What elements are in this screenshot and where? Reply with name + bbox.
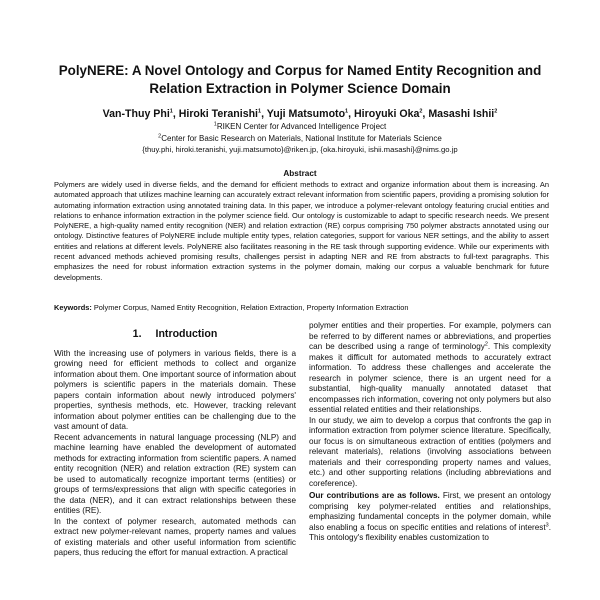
keywords-line bbox=[54, 303, 549, 313]
paper-title bbox=[40, 62, 560, 98]
section-heading-introduction bbox=[54, 329, 296, 340]
author-name: Yuji Matsumoto bbox=[266, 108, 346, 120]
author-list: Van-Thuy Phi$^1$, Hiroki Teranishi$^1$, Yuji Matsumoto$^1$, Hiroyuki Oka$^2$, Masashi Ishii$^2$ bbox=[102, 108, 498, 120]
affiliation-mark: 1 bbox=[213, 121, 217, 128]
author-affiliation-mark: 1 bbox=[345, 108, 349, 115]
body-paragraph: With the increasing use of polymers in various fields, there is a growing need for efficient methods to collect and organize information about them. One important source of information about polymers is scientific papers in the materials domain. These papers contain information about newly introduced polymers' properties, synthesis methods, etc. However, tracking relevant information about polymer entities can be challenging due to the vast amount of data. bbox=[54, 348, 296, 431]
abstract-heading: Abstract bbox=[283, 169, 317, 178]
affiliation-text: RIKEN Center for Advanced Intelligence Project bbox=[216, 122, 387, 131]
contributions-lead: Our contributions are as follows. bbox=[309, 491, 440, 500]
author-affiliation-mark: 2 bbox=[494, 108, 498, 115]
footnote-mark: 3 bbox=[545, 521, 549, 528]
author-name: Masashi Ishii bbox=[428, 108, 495, 120]
author-name: Van-Thuy Phi bbox=[102, 108, 170, 120]
paragraph-text: polymer entities and their properties. For example, polymers can be referred to by different names or abbreviations, and properties can be described using a range of terminology bbox=[309, 321, 551, 351]
section-title: Introduction bbox=[155, 328, 218, 340]
right-column bbox=[309, 321, 551, 544]
author-name: Hiroyuki Oka bbox=[354, 108, 420, 120]
affiliation-1 bbox=[30, 122, 570, 133]
left-column bbox=[54, 329, 296, 559]
author-name: Hiroki Teranishi bbox=[178, 108, 258, 120]
section-number: 1. bbox=[132, 328, 142, 340]
paragraph-text: . This ontology's flexibility enables customization to bbox=[309, 522, 551, 542]
body-paragraph bbox=[309, 321, 551, 416]
author-affiliation-mark: 2 bbox=[419, 108, 423, 115]
author-affiliation-mark: 1 bbox=[258, 108, 262, 115]
author-affiliation-mark: 1 bbox=[169, 108, 173, 115]
footnote-mark: 2 bbox=[484, 341, 488, 348]
body-paragraph: In the context of polymer research, automated methods can extract new polymer-relevant names, property names and values of existing materials and other useful information from scientific papers, thus reducing the effort for manual extraction. A practical bbox=[54, 516, 296, 557]
affiliation-mark: 2 bbox=[158, 133, 162, 140]
body-paragraph: In our study, we aim to develop a corpus that confronts the gap in information extraction from polymer science literature. Specifically, our focus is on simultaneous extraction of entities (polymers and relevant materials), relations (involving associations between materials and their corresponding property names and values, etc.) and other supporting relations (including abbreviations and coreference). bbox=[309, 415, 551, 488]
affiliation-text: Center for Basic Research on Materials, National Institute for Materials Science bbox=[161, 134, 442, 143]
abstract-text: Polymers are widely used in diverse fields, and the demand for efficient methods to extract and organize information about them is increasing. An automated approach that utilizes machine learning can accurately extract relevant information from scientific papers, providing a promising solution for automating information extraction using annotated training data. In this paper, we introduce a polymer-relevant ontology featuring crucial entities and relations to enhance information extraction in the polymer science field. Our ontology is customizable to adapt to specific research needs. We present PolyNERE, a high-quality named entity recognition (NER) and relation extraction (RE) corpus comprising 750 polymer abstracts annotated using our ontology. Distinctive features of PolyNERE include multiple entity types, relation categories, support for various NER settings, and the ability to assert entities and relations at different levels. PolyNERE also facilitates reasoning in the RE task through supporting evidence. While our experiments with recent advanced methods achieved promising results, challenges persist in adapting NER and RE from abstracts to full-text paragraphs. This emphasizes the need for robust information extraction systems in the polymer domain, making our corpus a valuable benchmark for future developments. bbox=[54, 180, 549, 282]
title-line-1: PolyNERE: A Novel Ontology and Corpus for Named Entity Recognition and bbox=[58, 63, 542, 78]
keywords-label: Keywords: bbox=[54, 303, 92, 312]
keywords-text: Polymer Corpus, Named Entity Recognition, Relation Extraction, Property Information Extraction bbox=[93, 303, 409, 312]
paragraph-text: . This complexity makes it difficult for automated methods to accurately extract information. To address these challenges and accelerate the research in polymer science, there is an urgent need for a substantial, high-quality manually annotated dataset that encompasses rich information, covering not only polymers but also essential related entities and their relationships. bbox=[309, 342, 551, 414]
contributions-paragraph bbox=[309, 491, 551, 544]
body-paragraph: Recent advancements in natural language processing (NLP) and machine learning have enabled the development of automated methods for extracting information from scientific papers. A named entity recognition (NER) and relation extraction (RE) system can be used to automatically recognize important terms (entities) or groups of terms/expressions that align with specific categories in the data (NER), and it can extract relationships between these entities (RE). bbox=[54, 432, 296, 515]
affiliation-2 bbox=[30, 134, 570, 145]
title-line-2: Relation Extraction in Polymer Science Domain bbox=[149, 81, 451, 96]
author-emails: {thuy.phi, hiroki.teranishi, yuji.matsumoto}@riken.jp, {oka.hiroyuki, ishii.masashi}@nims.go.jp bbox=[142, 145, 458, 154]
paragraph-text: First, we present an ontology comprising key polymer-related entities and relationships, emphasizing fundamental concepts in the polymer domain, while also enabling a focus on specific entities and relations of interest bbox=[309, 491, 551, 532]
